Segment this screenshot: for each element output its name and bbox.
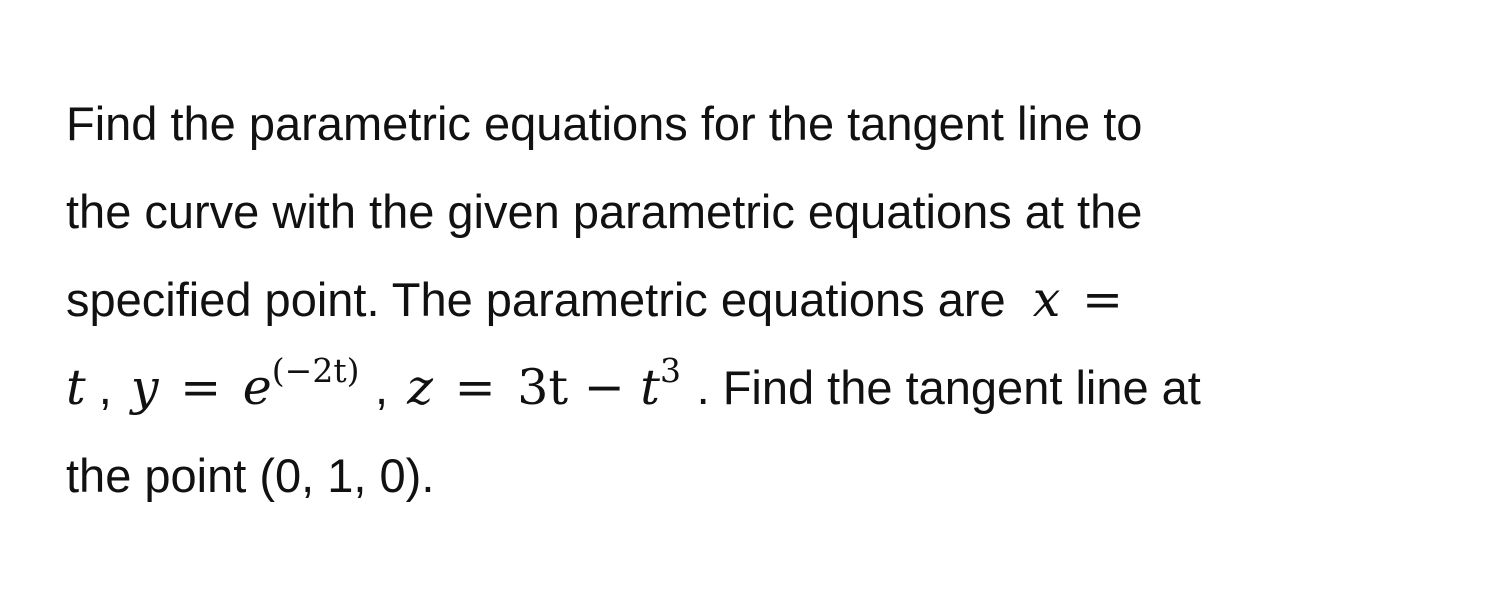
equals-sign: = xyxy=(1081,271,1124,328)
problem-line-5: the point (0, 1, 0). xyxy=(66,449,435,502)
equals-sign: = xyxy=(180,359,222,416)
comma-separator: , xyxy=(375,361,389,414)
variable-t: t xyxy=(640,359,660,416)
comma-separator: , xyxy=(98,361,112,414)
equals-sign: = xyxy=(454,359,496,416)
equation-x-rhs xyxy=(66,359,86,416)
equation-y xyxy=(130,351,375,416)
variable-x: x xyxy=(1032,271,1061,328)
equation-z xyxy=(407,351,696,416)
problem-line-4 xyxy=(66,344,1456,432)
problem-line-1: Find the parametric equations for the tangent line to xyxy=(66,97,1143,150)
problem-line-2: the curve with the given parametric equations at the xyxy=(66,185,1143,238)
exponential-base: e xyxy=(242,359,272,416)
problem-text xyxy=(66,80,1456,520)
problem-line-4-tail: . Find the tangent line at xyxy=(696,361,1201,414)
equation-x xyxy=(1033,271,1123,328)
variable-t: t xyxy=(66,359,86,416)
problem-line-3 xyxy=(66,256,1456,344)
problem-line-3-text: specified point. The parametric equations are xyxy=(66,273,1006,326)
variable-y: y xyxy=(130,359,159,416)
exponent: 3 xyxy=(660,351,681,390)
minus-sign: − xyxy=(583,359,625,416)
variable-z: z xyxy=(407,359,433,416)
exponent: (−2t) xyxy=(271,351,360,390)
term-3t: 3t xyxy=(517,359,569,416)
